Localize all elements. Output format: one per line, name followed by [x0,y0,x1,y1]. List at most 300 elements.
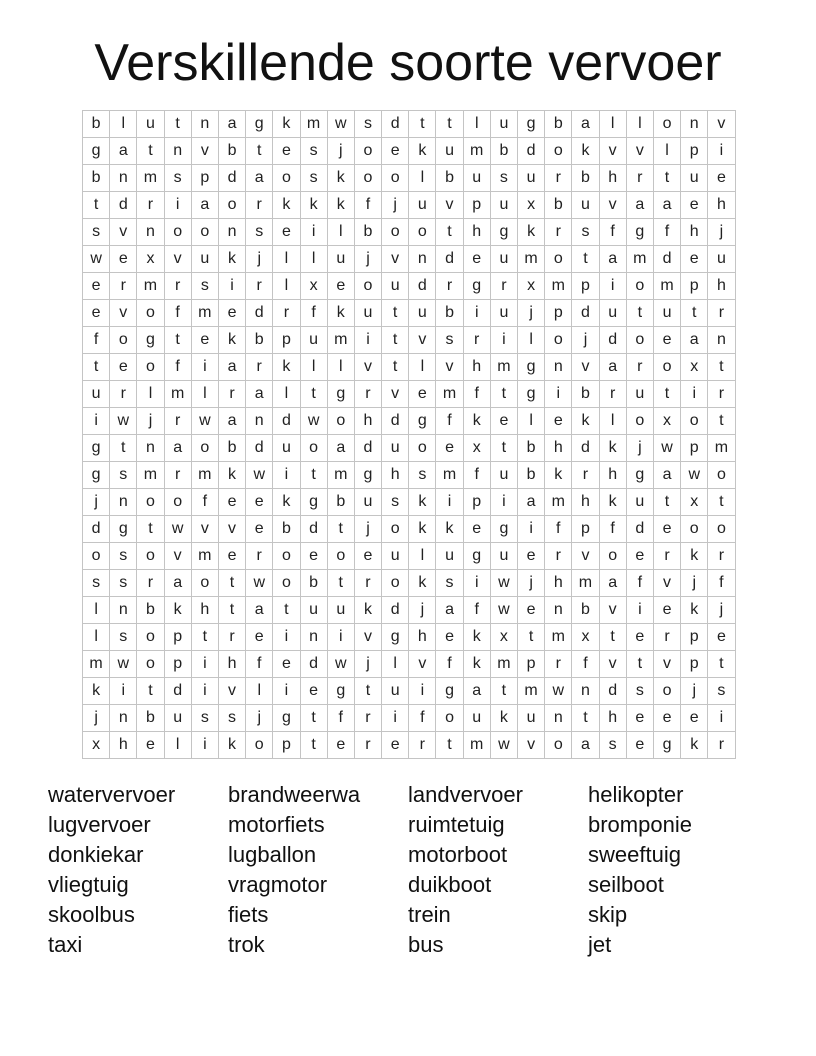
grid-cell[interactable]: g [490,516,517,543]
grid-cell[interactable]: t [273,597,300,624]
grid-cell[interactable]: v [218,678,245,705]
grid-cell[interactable]: k [83,678,110,705]
grid-cell[interactable]: j [354,651,381,678]
grid-cell[interactable]: s [436,570,463,597]
grid-cell[interactable]: r [572,462,599,489]
grid-cell[interactable]: x [137,246,164,273]
grid-cell[interactable]: u [354,300,381,327]
grid-cell[interactable]: m [164,381,191,408]
grid-cell[interactable]: o [653,354,680,381]
grid-cell[interactable]: l [409,543,436,570]
grid-cell[interactable]: s [191,705,218,732]
grid-cell[interactable]: w [191,408,218,435]
grid-cell[interactable]: w [246,462,273,489]
grid-cell[interactable]: e [490,408,517,435]
grid-cell[interactable]: f [463,462,490,489]
grid-cell[interactable]: e [354,543,381,570]
grid-cell[interactable]: u [463,705,490,732]
grid-cell[interactable]: d [300,651,327,678]
grid-cell[interactable]: p [191,165,218,192]
grid-cell[interactable]: k [218,327,245,354]
grid-cell[interactable]: m [83,651,110,678]
grid-cell[interactable]: g [83,462,110,489]
grid-cell[interactable]: g [354,462,381,489]
grid-cell[interactable]: l [137,381,164,408]
grid-cell[interactable]: i [382,705,409,732]
grid-cell[interactable]: k [300,192,327,219]
grid-cell[interactable]: h [708,273,735,300]
grid-cell[interactable]: h [110,732,137,759]
grid-cell[interactable]: t [327,570,354,597]
grid-cell[interactable]: b [572,597,599,624]
grid-cell[interactable]: e [246,624,273,651]
grid-cell[interactable]: r [137,570,164,597]
grid-cell[interactable]: h [463,219,490,246]
grid-cell[interactable]: v [599,138,626,165]
grid-cell[interactable]: t [653,489,680,516]
grid-cell[interactable]: j [354,516,381,543]
grid-cell[interactable]: p [518,651,545,678]
grid-cell[interactable]: k [273,354,300,381]
grid-cell[interactable]: h [572,489,599,516]
grid-cell[interactable]: n [545,354,572,381]
grid-cell[interactable]: r [545,543,572,570]
grid-cell[interactable]: o [191,435,218,462]
grid-cell[interactable]: t [218,597,245,624]
grid-cell[interactable]: s [83,219,110,246]
grid-cell[interactable]: k [681,597,708,624]
grid-cell[interactable]: v [599,597,626,624]
grid-cell[interactable]: r [708,732,735,759]
grid-cell[interactable]: x [681,489,708,516]
grid-cell[interactable]: l [599,408,626,435]
grid-cell[interactable]: e [681,246,708,273]
grid-cell[interactable]: v [354,624,381,651]
grid-cell[interactable]: l [518,327,545,354]
grid-cell[interactable]: i [110,678,137,705]
grid-cell[interactable]: v [572,354,599,381]
grid-cell[interactable]: t [164,327,191,354]
grid-cell[interactable]: i [191,732,218,759]
grid-cell[interactable]: k [463,624,490,651]
grid-cell[interactable]: a [518,489,545,516]
grid-cell[interactable]: n [191,111,218,138]
grid-cell[interactable]: v [110,219,137,246]
grid-cell[interactable]: s [110,624,137,651]
grid-cell[interactable]: d [110,192,137,219]
grid-cell[interactable]: j [327,138,354,165]
grid-cell[interactable]: h [463,354,490,381]
grid-cell[interactable]: w [246,570,273,597]
grid-cell[interactable]: r [164,462,191,489]
grid-cell[interactable]: t [137,138,164,165]
grid-cell[interactable]: k [354,597,381,624]
grid-cell[interactable]: l [327,354,354,381]
grid-cell[interactable]: m [653,273,680,300]
grid-cell[interactable]: v [599,651,626,678]
grid-cell[interactable]: o [545,138,572,165]
grid-cell[interactable]: a [653,462,680,489]
grid-cell[interactable]: l [273,381,300,408]
grid-cell[interactable]: t [681,300,708,327]
grid-cell[interactable]: v [436,354,463,381]
grid-cell[interactable]: i [681,381,708,408]
grid-cell[interactable]: r [246,354,273,381]
grid-cell[interactable]: r [490,273,517,300]
grid-cell[interactable]: t [354,678,381,705]
grid-cell[interactable]: e [626,624,653,651]
grid-cell[interactable]: k [327,192,354,219]
grid-cell[interactable]: u [518,165,545,192]
grid-cell[interactable]: i [83,408,110,435]
grid-cell[interactable]: t [436,219,463,246]
grid-cell[interactable]: u [436,543,463,570]
grid-cell[interactable]: t [409,111,436,138]
grid-cell[interactable]: u [626,489,653,516]
grid-cell[interactable]: o [382,165,409,192]
grid-cell[interactable]: a [164,435,191,462]
grid-cell[interactable]: r [246,192,273,219]
grid-cell[interactable]: a [599,570,626,597]
grid-cell[interactable]: n [300,624,327,651]
grid-cell[interactable]: w [110,408,137,435]
grid-cell[interactable]: e [246,516,273,543]
grid-cell[interactable]: u [463,165,490,192]
grid-cell[interactable]: k [164,597,191,624]
grid-cell[interactable]: e [137,732,164,759]
grid-cell[interactable]: u [327,597,354,624]
grid-cell[interactable]: t [110,435,137,462]
grid-cell[interactable]: u [354,489,381,516]
grid-cell[interactable]: r [354,381,381,408]
grid-cell[interactable]: u [708,246,735,273]
grid-cell[interactable]: j [708,219,735,246]
grid-cell[interactable]: u [382,678,409,705]
grid-cell[interactable]: o [327,408,354,435]
grid-cell[interactable]: e [463,516,490,543]
grid-cell[interactable]: s [626,678,653,705]
grid-cell[interactable]: o [246,732,273,759]
grid-cell[interactable]: h [545,435,572,462]
grid-cell[interactable]: g [327,678,354,705]
grid-cell[interactable]: b [354,219,381,246]
grid-cell[interactable]: w [681,462,708,489]
grid-cell[interactable]: r [626,165,653,192]
grid-cell[interactable]: t [300,462,327,489]
grid-cell[interactable]: a [246,597,273,624]
grid-cell[interactable]: o [354,138,381,165]
grid-cell[interactable]: s [354,111,381,138]
grid-cell[interactable]: g [518,111,545,138]
grid-cell[interactable]: f [354,192,381,219]
grid-cell[interactable]: k [681,732,708,759]
grid-cell[interactable]: b [83,165,110,192]
grid-cell[interactable]: s [436,327,463,354]
grid-cell[interactable]: a [246,381,273,408]
grid-cell[interactable]: v [653,570,680,597]
grid-cell[interactable]: o [409,435,436,462]
grid-cell[interactable]: j [708,597,735,624]
grid-cell[interactable]: f [83,327,110,354]
grid-cell[interactable]: u [572,192,599,219]
grid-cell[interactable]: f [191,489,218,516]
grid-cell[interactable]: m [545,489,572,516]
grid-cell[interactable]: s [300,138,327,165]
grid-cell[interactable]: o [137,354,164,381]
grid-cell[interactable]: u [409,300,436,327]
grid-cell[interactable]: e [273,651,300,678]
grid-cell[interactable]: o [327,543,354,570]
grid-cell[interactable]: a [218,354,245,381]
grid-cell[interactable]: t [708,354,735,381]
grid-cell[interactable]: e [463,246,490,273]
grid-cell[interactable]: o [708,462,735,489]
grid-cell[interactable]: r [599,381,626,408]
grid-cell[interactable]: x [490,624,517,651]
grid-cell[interactable]: i [218,273,245,300]
grid-cell[interactable]: d [436,246,463,273]
grid-cell[interactable]: m [708,435,735,462]
grid-cell[interactable]: r [273,300,300,327]
grid-cell[interactable]: k [273,111,300,138]
grid-cell[interactable]: u [626,381,653,408]
grid-cell[interactable]: k [599,435,626,462]
grid-cell[interactable]: h [545,570,572,597]
grid-cell[interactable]: o [626,327,653,354]
grid-cell[interactable]: r [545,165,572,192]
grid-cell[interactable]: a [599,354,626,381]
grid-cell[interactable]: o [545,327,572,354]
grid-cell[interactable]: n [681,111,708,138]
grid-cell[interactable]: g [626,462,653,489]
grid-cell[interactable]: r [708,543,735,570]
grid-cell[interactable]: l [300,246,327,273]
grid-cell[interactable]: i [708,138,735,165]
grid-cell[interactable]: a [246,165,273,192]
grid-cell[interactable]: x [518,273,545,300]
grid-cell[interactable]: g [382,624,409,651]
grid-cell[interactable]: u [490,111,517,138]
grid-cell[interactable]: v [110,300,137,327]
grid-cell[interactable]: a [681,327,708,354]
grid-cell[interactable]: s [708,678,735,705]
grid-cell[interactable]: m [518,678,545,705]
grid-cell[interactable]: r [708,381,735,408]
grid-cell[interactable]: j [518,300,545,327]
grid-cell[interactable]: e [436,624,463,651]
grid-cell[interactable]: p [572,516,599,543]
grid-cell[interactable]: d [218,165,245,192]
grid-cell[interactable]: o [354,165,381,192]
grid-cell[interactable]: v [409,327,436,354]
grid-cell[interactable]: o [273,165,300,192]
grid-cell[interactable]: t [83,192,110,219]
grid-cell[interactable]: s [110,462,137,489]
grid-cell[interactable]: u [490,543,517,570]
grid-cell[interactable]: e [218,489,245,516]
grid-cell[interactable]: o [137,624,164,651]
grid-cell[interactable]: t [599,624,626,651]
grid-cell[interactable]: l [164,732,191,759]
grid-cell[interactable]: a [463,678,490,705]
grid-cell[interactable]: d [246,300,273,327]
grid-cell[interactable]: h [681,219,708,246]
grid-cell[interactable]: w [327,111,354,138]
grid-cell[interactable]: g [273,705,300,732]
grid-cell[interactable]: a [218,111,245,138]
grid-cell[interactable]: k [599,489,626,516]
grid-cell[interactable]: o [382,570,409,597]
grid-cell[interactable]: f [708,570,735,597]
grid-cell[interactable]: w [653,435,680,462]
grid-cell[interactable]: a [327,435,354,462]
grid-cell[interactable]: k [409,570,436,597]
grid-cell[interactable]: m [436,462,463,489]
grid-cell[interactable]: t [572,705,599,732]
grid-cell[interactable]: p [164,651,191,678]
grid-cell[interactable]: k [409,516,436,543]
grid-cell[interactable]: f [164,354,191,381]
grid-cell[interactable]: u [300,327,327,354]
grid-cell[interactable]: o [300,435,327,462]
grid-cell[interactable]: f [409,705,436,732]
grid-cell[interactable]: t [218,570,245,597]
grid-cell[interactable]: e [409,381,436,408]
grid-cell[interactable]: j [626,435,653,462]
grid-cell[interactable]: s [164,165,191,192]
grid-cell[interactable]: m [191,543,218,570]
grid-cell[interactable]: d [572,435,599,462]
grid-cell[interactable]: m [490,354,517,381]
grid-cell[interactable]: m [490,651,517,678]
grid-cell[interactable]: o [110,327,137,354]
grid-cell[interactable]: t [572,246,599,273]
grid-cell[interactable]: r [218,624,245,651]
grid-cell[interactable]: t [653,381,680,408]
grid-cell[interactable]: t [246,138,273,165]
grid-cell[interactable]: t [382,300,409,327]
grid-cell[interactable]: l [83,624,110,651]
grid-cell[interactable]: w [490,597,517,624]
grid-cell[interactable]: t [436,732,463,759]
grid-cell[interactable]: g [83,435,110,462]
grid-cell[interactable]: k [327,300,354,327]
grid-cell[interactable]: u [409,192,436,219]
grid-cell[interactable]: l [273,246,300,273]
grid-cell[interactable]: a [599,246,626,273]
grid-cell[interactable]: n [110,705,137,732]
grid-cell[interactable]: l [599,111,626,138]
grid-cell[interactable]: e [681,705,708,732]
grid-cell[interactable]: h [599,165,626,192]
grid-cell[interactable]: t [164,111,191,138]
grid-cell[interactable]: k [273,489,300,516]
grid-cell[interactable]: x [572,624,599,651]
grid-cell[interactable]: w [164,516,191,543]
grid-cell[interactable]: r [110,381,137,408]
grid-cell[interactable]: l [653,138,680,165]
grid-cell[interactable]: e [626,543,653,570]
grid-cell[interactable]: v [409,651,436,678]
grid-cell[interactable]: a [653,192,680,219]
grid-cell[interactable]: e [708,624,735,651]
grid-cell[interactable]: r [137,192,164,219]
grid-cell[interactable]: f [599,219,626,246]
grid-cell[interactable]: i [490,489,517,516]
grid-cell[interactable]: d [83,516,110,543]
grid-cell[interactable]: k [218,462,245,489]
grid-cell[interactable]: r [653,624,680,651]
grid-cell[interactable]: l [110,111,137,138]
grid-cell[interactable]: f [653,219,680,246]
grid-cell[interactable]: o [653,111,680,138]
grid-cell[interactable]: a [218,408,245,435]
grid-cell[interactable]: i [626,597,653,624]
grid-cell[interactable]: f [246,651,273,678]
grid-cell[interactable]: i [273,624,300,651]
grid-cell[interactable]: s [300,165,327,192]
grid-cell[interactable]: o [626,408,653,435]
grid-cell[interactable]: d [518,138,545,165]
grid-cell[interactable]: u [518,705,545,732]
grid-cell[interactable]: m [436,381,463,408]
grid-cell[interactable]: l [409,354,436,381]
grid-cell[interactable]: n [137,219,164,246]
grid-cell[interactable]: o [191,219,218,246]
grid-cell[interactable]: k [490,705,517,732]
grid-cell[interactable]: k [409,489,436,516]
grid-cell[interactable]: l [382,651,409,678]
grid-cell[interactable]: n [137,435,164,462]
grid-cell[interactable]: h [191,597,218,624]
grid-cell[interactable]: e [653,597,680,624]
grid-cell[interactable]: u [490,462,517,489]
grid-cell[interactable]: i [273,462,300,489]
grid-cell[interactable]: u [490,300,517,327]
grid-cell[interactable]: t [137,678,164,705]
grid-cell[interactable]: j [382,192,409,219]
grid-cell[interactable]: v [518,732,545,759]
grid-cell[interactable]: o [382,516,409,543]
grid-cell[interactable]: d [653,246,680,273]
grid-cell[interactable]: i [463,300,490,327]
grid-cell[interactable]: r [110,273,137,300]
grid-cell[interactable]: t [490,435,517,462]
grid-cell[interactable]: x [300,273,327,300]
grid-cell[interactable]: m [463,732,490,759]
grid-cell[interactable]: e [626,705,653,732]
grid-cell[interactable]: u [191,246,218,273]
grid-cell[interactable]: e [653,516,680,543]
grid-cell[interactable]: n [110,597,137,624]
grid-cell[interactable]: k [409,138,436,165]
grid-cell[interactable]: t [137,516,164,543]
grid-cell[interactable]: g [110,516,137,543]
grid-cell[interactable]: r [436,273,463,300]
grid-cell[interactable]: s [218,705,245,732]
grid-cell[interactable]: b [137,705,164,732]
grid-cell[interactable]: t [382,354,409,381]
grid-cell[interactable]: p [681,435,708,462]
grid-cell[interactable]: u [382,273,409,300]
grid-cell[interactable]: n [218,219,245,246]
grid-cell[interactable]: m [626,246,653,273]
grid-cell[interactable]: o [137,651,164,678]
grid-cell[interactable]: r [463,327,490,354]
grid-cell[interactable]: o [137,543,164,570]
grid-cell[interactable]: r [545,651,572,678]
grid-cell[interactable]: g [137,327,164,354]
